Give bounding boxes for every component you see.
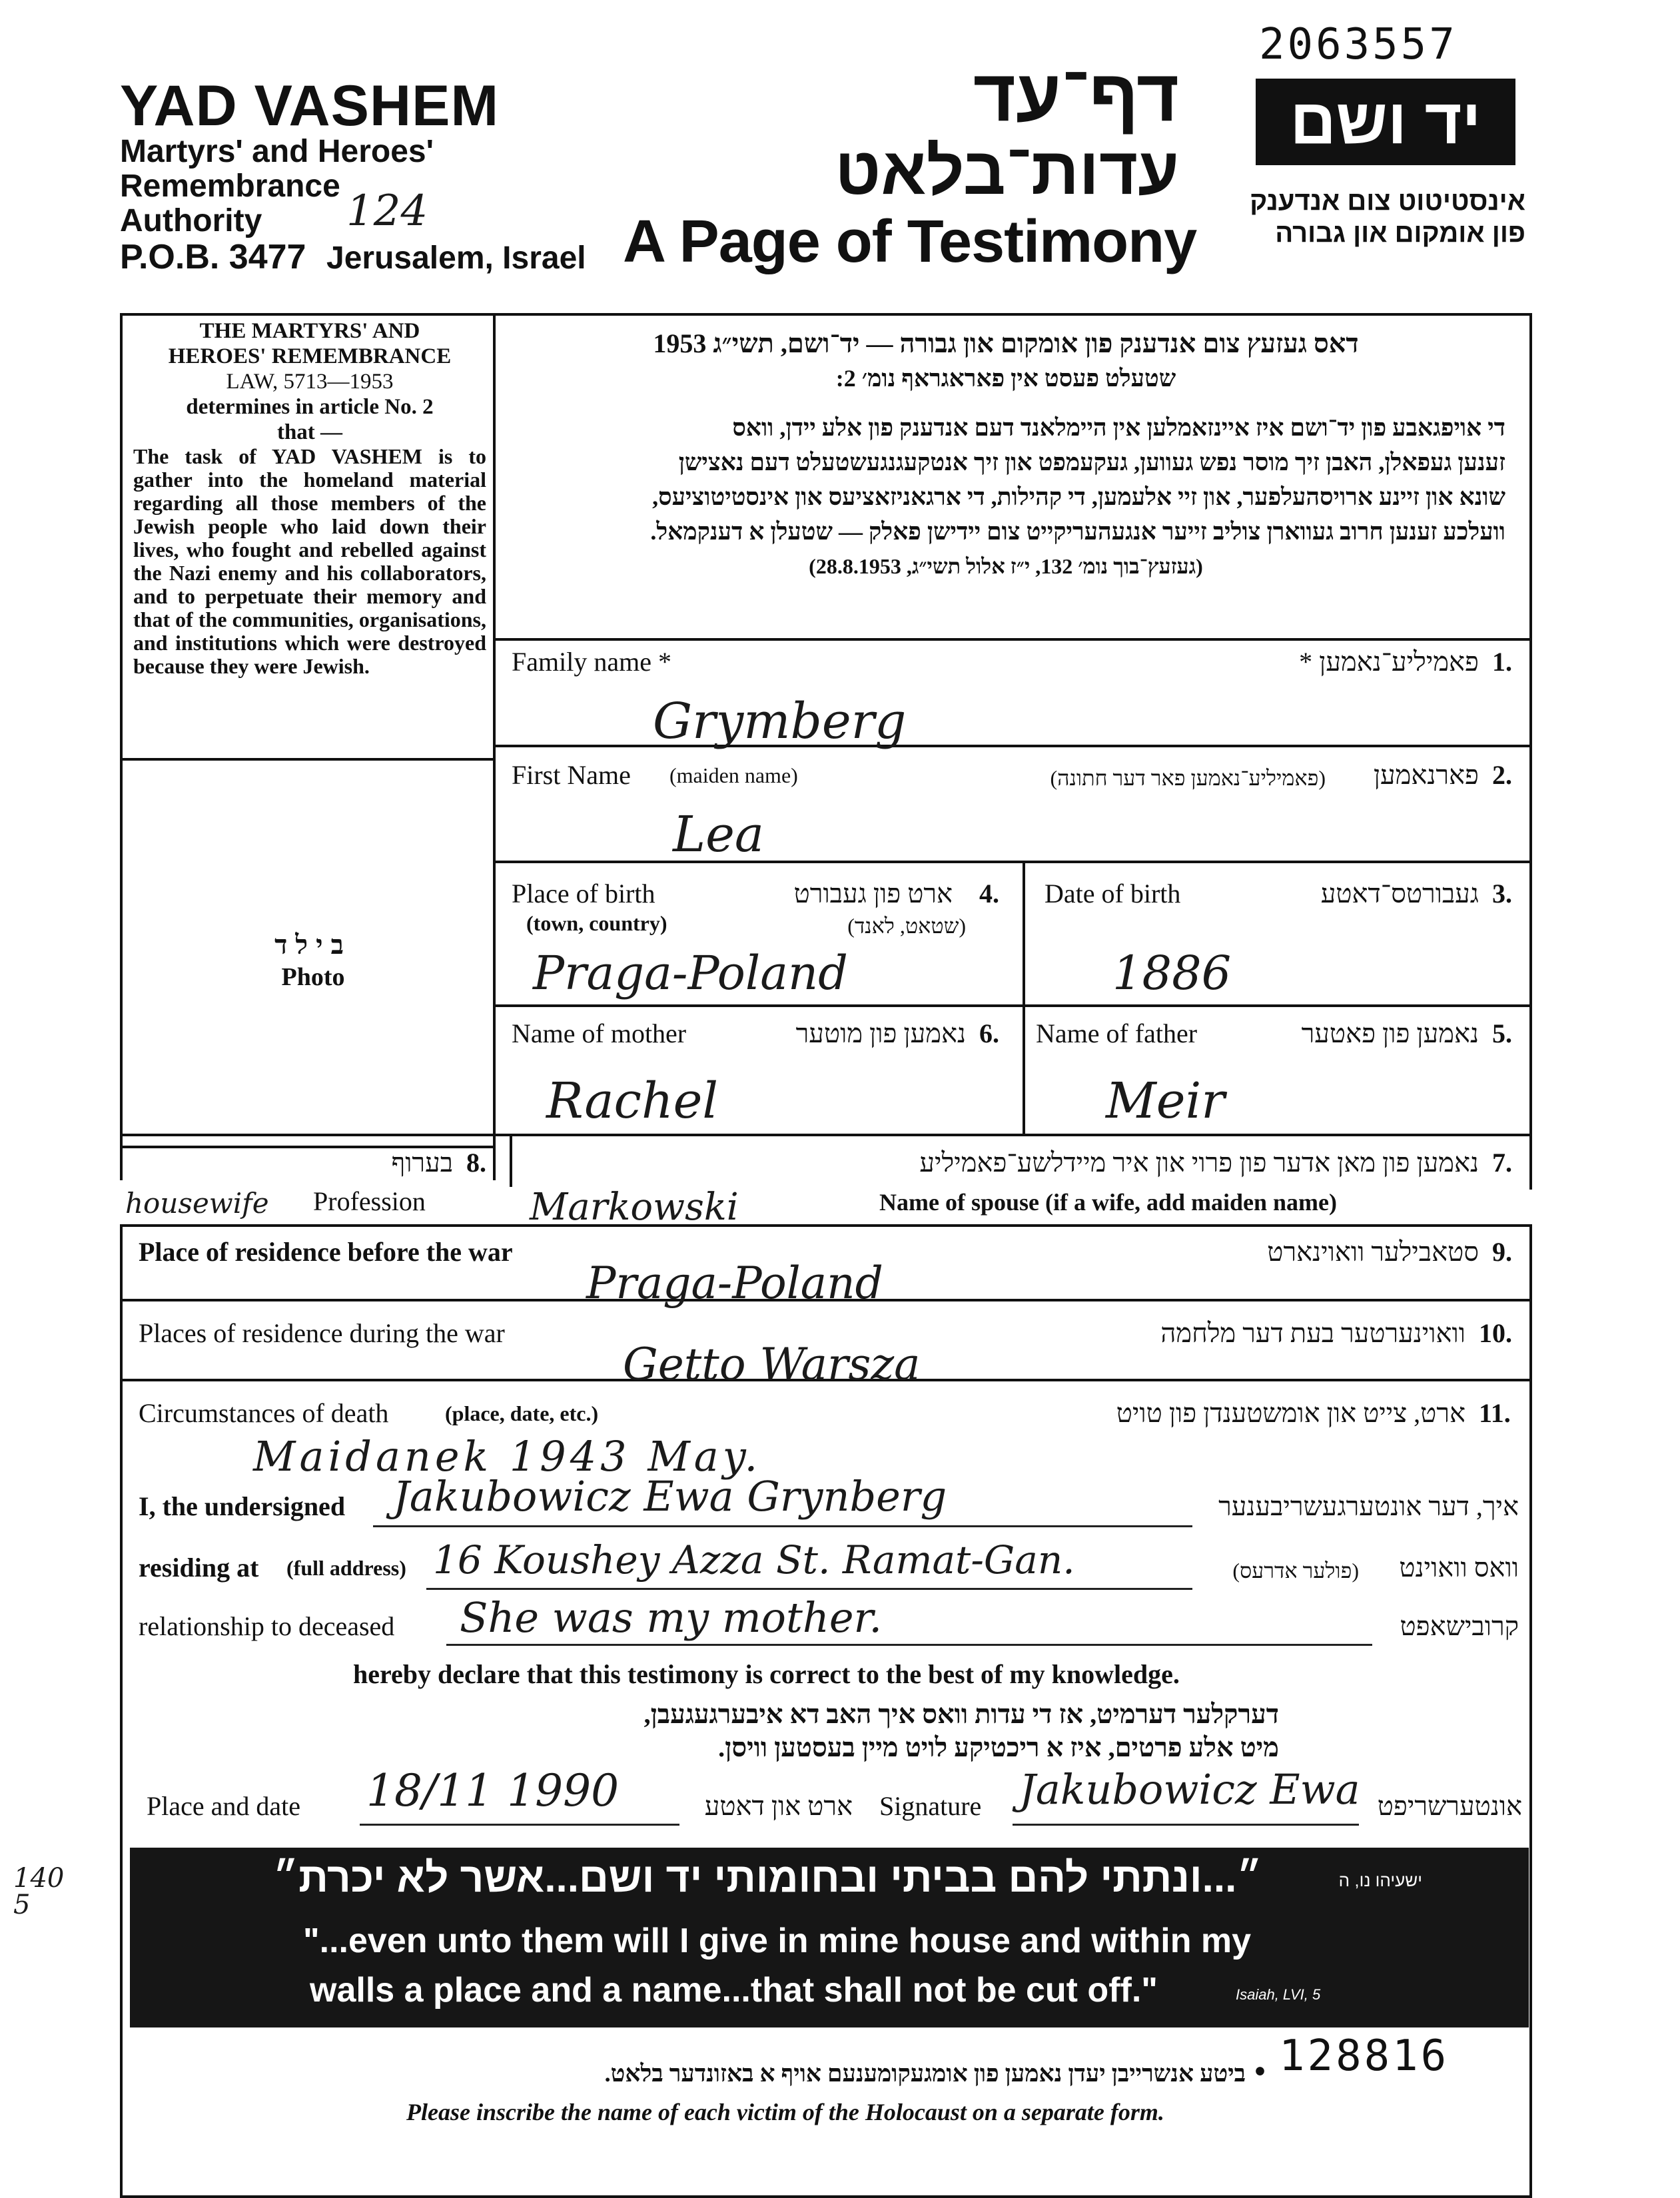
- footer-asterisk: •: [1252, 2058, 1268, 2086]
- document-number-bottom: 128816: [1279, 2031, 1450, 2081]
- spouse-label: Name of spouse (if a wife, add maiden name): [879, 1189, 1337, 1216]
- profession-number: 8.: [466, 1148, 486, 1178]
- law-body: The task of YAD VASHEM is to gather into the homeland material regarding all those members of the Jewish people who laid down their lives, who fought and rebelled against the Nazi enemy and his collaborators, and to perpetuate their memory and that of the communities, organisations, and institutions which were destroyed because they were Jewish.: [133, 444, 486, 678]
- father-name-label: Name of father: [1036, 1018, 1198, 1048]
- law-box: [133, 318, 486, 678]
- org-pob: P.O.B. 3477: [120, 238, 306, 276]
- first-name-value[interactable]: Lea: [673, 806, 765, 863]
- residence-during-number: 10.: [1479, 1318, 1512, 1348]
- hereby-hebrew-2: מיט אלע פרטים, איז א ריכטיקע לויט מיין בעסטען וויסן.: [718, 1732, 1279, 1762]
- first-name-number: 2.: [1492, 760, 1512, 790]
- residence-before-label: Place of residence before the war: [139, 1237, 513, 1267]
- signature-label-hebrew: אונטערשריפט: [1377, 1791, 1522, 1821]
- signature-value[interactable]: Jakubowicz Ewa: [1019, 1765, 1360, 1814]
- law-line-4: determines in article No. 2: [186, 395, 434, 419]
- yiddish-line-2: שטעלט פעסט אין פאראגראף נומ׳ 2:: [835, 365, 1176, 392]
- residing-label-hebrew: וואס וואוינט: [1399, 1553, 1519, 1583]
- yiddish-line-7: (געזעץ־בוך נומ׳ 132, י״ז אלול תשי״ג, 28.8.1953): [809, 554, 1203, 578]
- title-hebrew-2: עדות־בלאט: [835, 134, 1179, 208]
- circumstances-label: Circumstances of death: [139, 1398, 389, 1428]
- photo-label: Photo: [281, 963, 345, 991]
- spouse-number: 7.: [1492, 1148, 1512, 1178]
- circumstances-label-hebrew: ארט, צייט און אומשטענדן פון טויט: [1116, 1398, 1466, 1428]
- place-of-birth-label: Place of birth: [512, 879, 655, 909]
- footer-hebrew: ביטע אנשרייבן יעדן נאמען פון אומגעקומענעם אויף א באזונדער בלאט.: [604, 2060, 1246, 2087]
- place-of-birth-label-hebrew: ארט פון געבורט: [793, 879, 953, 909]
- yiddish-line-1: דאס געזעץ צום אנדענק פון אומקום און גבורה — יד־ושם, תשי״ג 1953: [653, 328, 1359, 358]
- side-margin-note: 1405: [13, 1863, 65, 1920]
- org-line-3: Authority: [120, 203, 262, 238]
- first-name-sublabel-hebrew: (פאמיליע־נאמען פאר דער חתונה): [1050, 766, 1326, 790]
- quote-band: [130, 1848, 1529, 2027]
- mother-name-value[interactable]: Rachel: [546, 1072, 719, 1130]
- yiddish-line-3: די אויפגאבע פון יד־ושם איז איינזאמלען אין היימלאנד דעם אנדענק פון אלע יידן, וואס: [732, 414, 1505, 441]
- footer-instruction: Please inscribe the name of each victim of the Holocaust on a separate form.: [406, 2099, 1164, 2125]
- org-name: YAD VASHEM: [120, 74, 500, 138]
- father-name-number: 5.: [1492, 1018, 1512, 1048]
- undersigned-label: I, the undersigned: [139, 1491, 346, 1521]
- yad-vashem-logo: [1256, 79, 1515, 165]
- family-name-label-hebrew: פאמיליע־נאמען *: [1299, 647, 1479, 677]
- law-title-1: THE MARTYRS' AND: [199, 319, 420, 343]
- date-of-birth-label: Date of birth: [1045, 879, 1181, 909]
- institute-hebrew-1: אינסטיטוט צום אנדענק: [1250, 186, 1525, 216]
- photo-label-hebrew: בילד: [274, 930, 352, 960]
- hereby-statement: hereby declare that this testimony is correct to the best of my knowledge.: [353, 1659, 1180, 1689]
- document-number-top: 2063557: [1259, 20, 1458, 69]
- quote-hebrew-reference: ישעיהו נו, ה: [1338, 1870, 1422, 1890]
- law-line-5: that —: [276, 420, 343, 444]
- father-name-label-hebrew: נאמען פון פאטער: [1301, 1018, 1479, 1048]
- mother-name-number: 6.: [979, 1018, 999, 1048]
- place-date-label: Place and date: [147, 1791, 300, 1821]
- quote-reference: Isaiah, LVI, 5: [1236, 1986, 1321, 2003]
- undersigned-label-hebrew: איך, דער אונטערגעשריבענער: [1218, 1491, 1519, 1521]
- place-of-birth-sublabel-hebrew: (שטאט, לאנד): [847, 914, 966, 938]
- residence-before-value[interactable]: Praga-Poland: [586, 1258, 883, 1309]
- family-name-label: Family name *: [512, 647, 671, 677]
- law-title-3: LAW, 5713—1953: [226, 370, 394, 394]
- residing-sublabel: (full address): [286, 1556, 406, 1580]
- institute-hebrew-2: פון אומקום און גבורה: [1275, 218, 1525, 248]
- date-of-birth-label-hebrew: געבורטס־דאטע: [1320, 879, 1479, 909]
- residence-during-value[interactable]: Getto Warsza: [623, 1339, 921, 1390]
- first-name-sublabel: (maiden name): [669, 763, 798, 787]
- yiddish-line-6: וועלכע זענען חרוב געווארן צוליב זייער אנגעהעריקייט צום יידישן פאלק — שטעלן א דענקמאל.: [650, 518, 1505, 545]
- spouse-label-hebrew: נאמען פון מאן אדער פון פרוי און איר מיידלשע־פאמיליע: [919, 1148, 1479, 1178]
- yiddish-line-5: שונא און זיינע ארויסהעלפער, און זיי אלעמען, די קהילות, די ארגאניזאציעס און אינסטיטוציעס,: [652, 484, 1505, 510]
- quote-line-1: "...even unto them will I give in mine house and within my: [303, 1922, 1252, 1960]
- date-of-birth-number: 3.: [1492, 879, 1512, 909]
- profession-value[interactable]: housewife: [125, 1187, 269, 1220]
- place-date-value[interactable]: 18/11 1990: [366, 1765, 620, 1816]
- margin-note: 124: [346, 186, 428, 236]
- circumstances-value[interactable]: Maidanek 1943 May.: [253, 1432, 762, 1481]
- yiddish-law: [506, 326, 1505, 583]
- circumstances-sublabel: (place, date, etc.): [445, 1401, 599, 1425]
- place-of-birth-sublabel: (town, country): [526, 911, 667, 935]
- undersigned-value[interactable]: Jakubowicz Ewa Grynberg: [393, 1472, 947, 1521]
- place-date-label-hebrew: ארט און דאטע: [704, 1791, 853, 1821]
- circumstances-number: 11.: [1479, 1398, 1511, 1428]
- title-english: A Page of Testimony: [623, 208, 1197, 275]
- quote-line-2: walls a place and a name...that shall not be cut off.": [310, 1971, 1158, 2010]
- yiddish-line-4: זענען געפאלן, האבן זיך מוסר נפש געווען, געקעמפט און זיך אנטקעגנגעשטעלט דעם נאצישן: [678, 449, 1505, 476]
- logo-text: יד ושם: [1290, 86, 1481, 157]
- signature-label: Signature: [879, 1791, 982, 1821]
- mother-name-label-hebrew: נאמען פון מוטער: [795, 1018, 966, 1048]
- residence-during-label-hebrew: וואוינערטער בעת דער מלחמה: [1160, 1318, 1466, 1348]
- mother-name-label: Name of mother: [512, 1018, 687, 1048]
- first-name-label: First Name: [512, 760, 631, 790]
- residence-before-label-hebrew: סטאבילער וואוינארט: [1267, 1237, 1479, 1267]
- org-city: Jerusalem, Israel: [326, 240, 586, 276]
- family-name-value[interactable]: Grymberg: [653, 693, 907, 750]
- profession-label-hebrew: בערוף: [391, 1148, 453, 1178]
- relationship-label: relationship to deceased: [139, 1611, 395, 1641]
- title-hebrew-1: דף־עד: [973, 55, 1179, 137]
- quote-hebrew: ״...ונתתי להם בביתי ובחומותי יד ושם...אשר לא יכרת״: [272, 1855, 1262, 1901]
- residence-during-label: Places of residence during the war: [139, 1318, 505, 1348]
- hereby-hebrew-1: דערקלער דערמיט, אז די עדות וואס איך האב דא איבערגעגעבן,: [643, 1699, 1279, 1729]
- profession-label: Profession: [313, 1186, 426, 1216]
- date-of-birth-value[interactable]: 1886: [1112, 946, 1232, 1000]
- first-name-label-hebrew: פארנאמען: [1373, 760, 1479, 790]
- org-line-2: Remembrance: [120, 169, 340, 204]
- father-name-value[interactable]: Meir: [1106, 1072, 1225, 1130]
- place-of-birth-number: 4.: [979, 879, 999, 909]
- law-title-2: HEROES' REMEMBRANCE: [168, 344, 452, 368]
- place-of-birth-value[interactable]: Praga-Poland: [533, 946, 848, 1000]
- residing-label: residing at: [139, 1553, 259, 1583]
- relationship-value[interactable]: She was my mother.: [460, 1593, 883, 1642]
- family-name-number: 1.: [1492, 647, 1512, 677]
- relationship-label-hebrew: קרובישאפט: [1400, 1611, 1519, 1641]
- residing-value[interactable]: 16 Koushey Azza St. Ramat-Gan.: [433, 1537, 1075, 1583]
- residence-before-number: 9.: [1492, 1237, 1512, 1267]
- org-line-1: Martyrs' and Heroes': [120, 134, 434, 169]
- spouse-value[interactable]: Markowski: [530, 1186, 739, 1229]
- residing-sublabel-hebrew: (פולער אדרעס): [1232, 1559, 1359, 1583]
